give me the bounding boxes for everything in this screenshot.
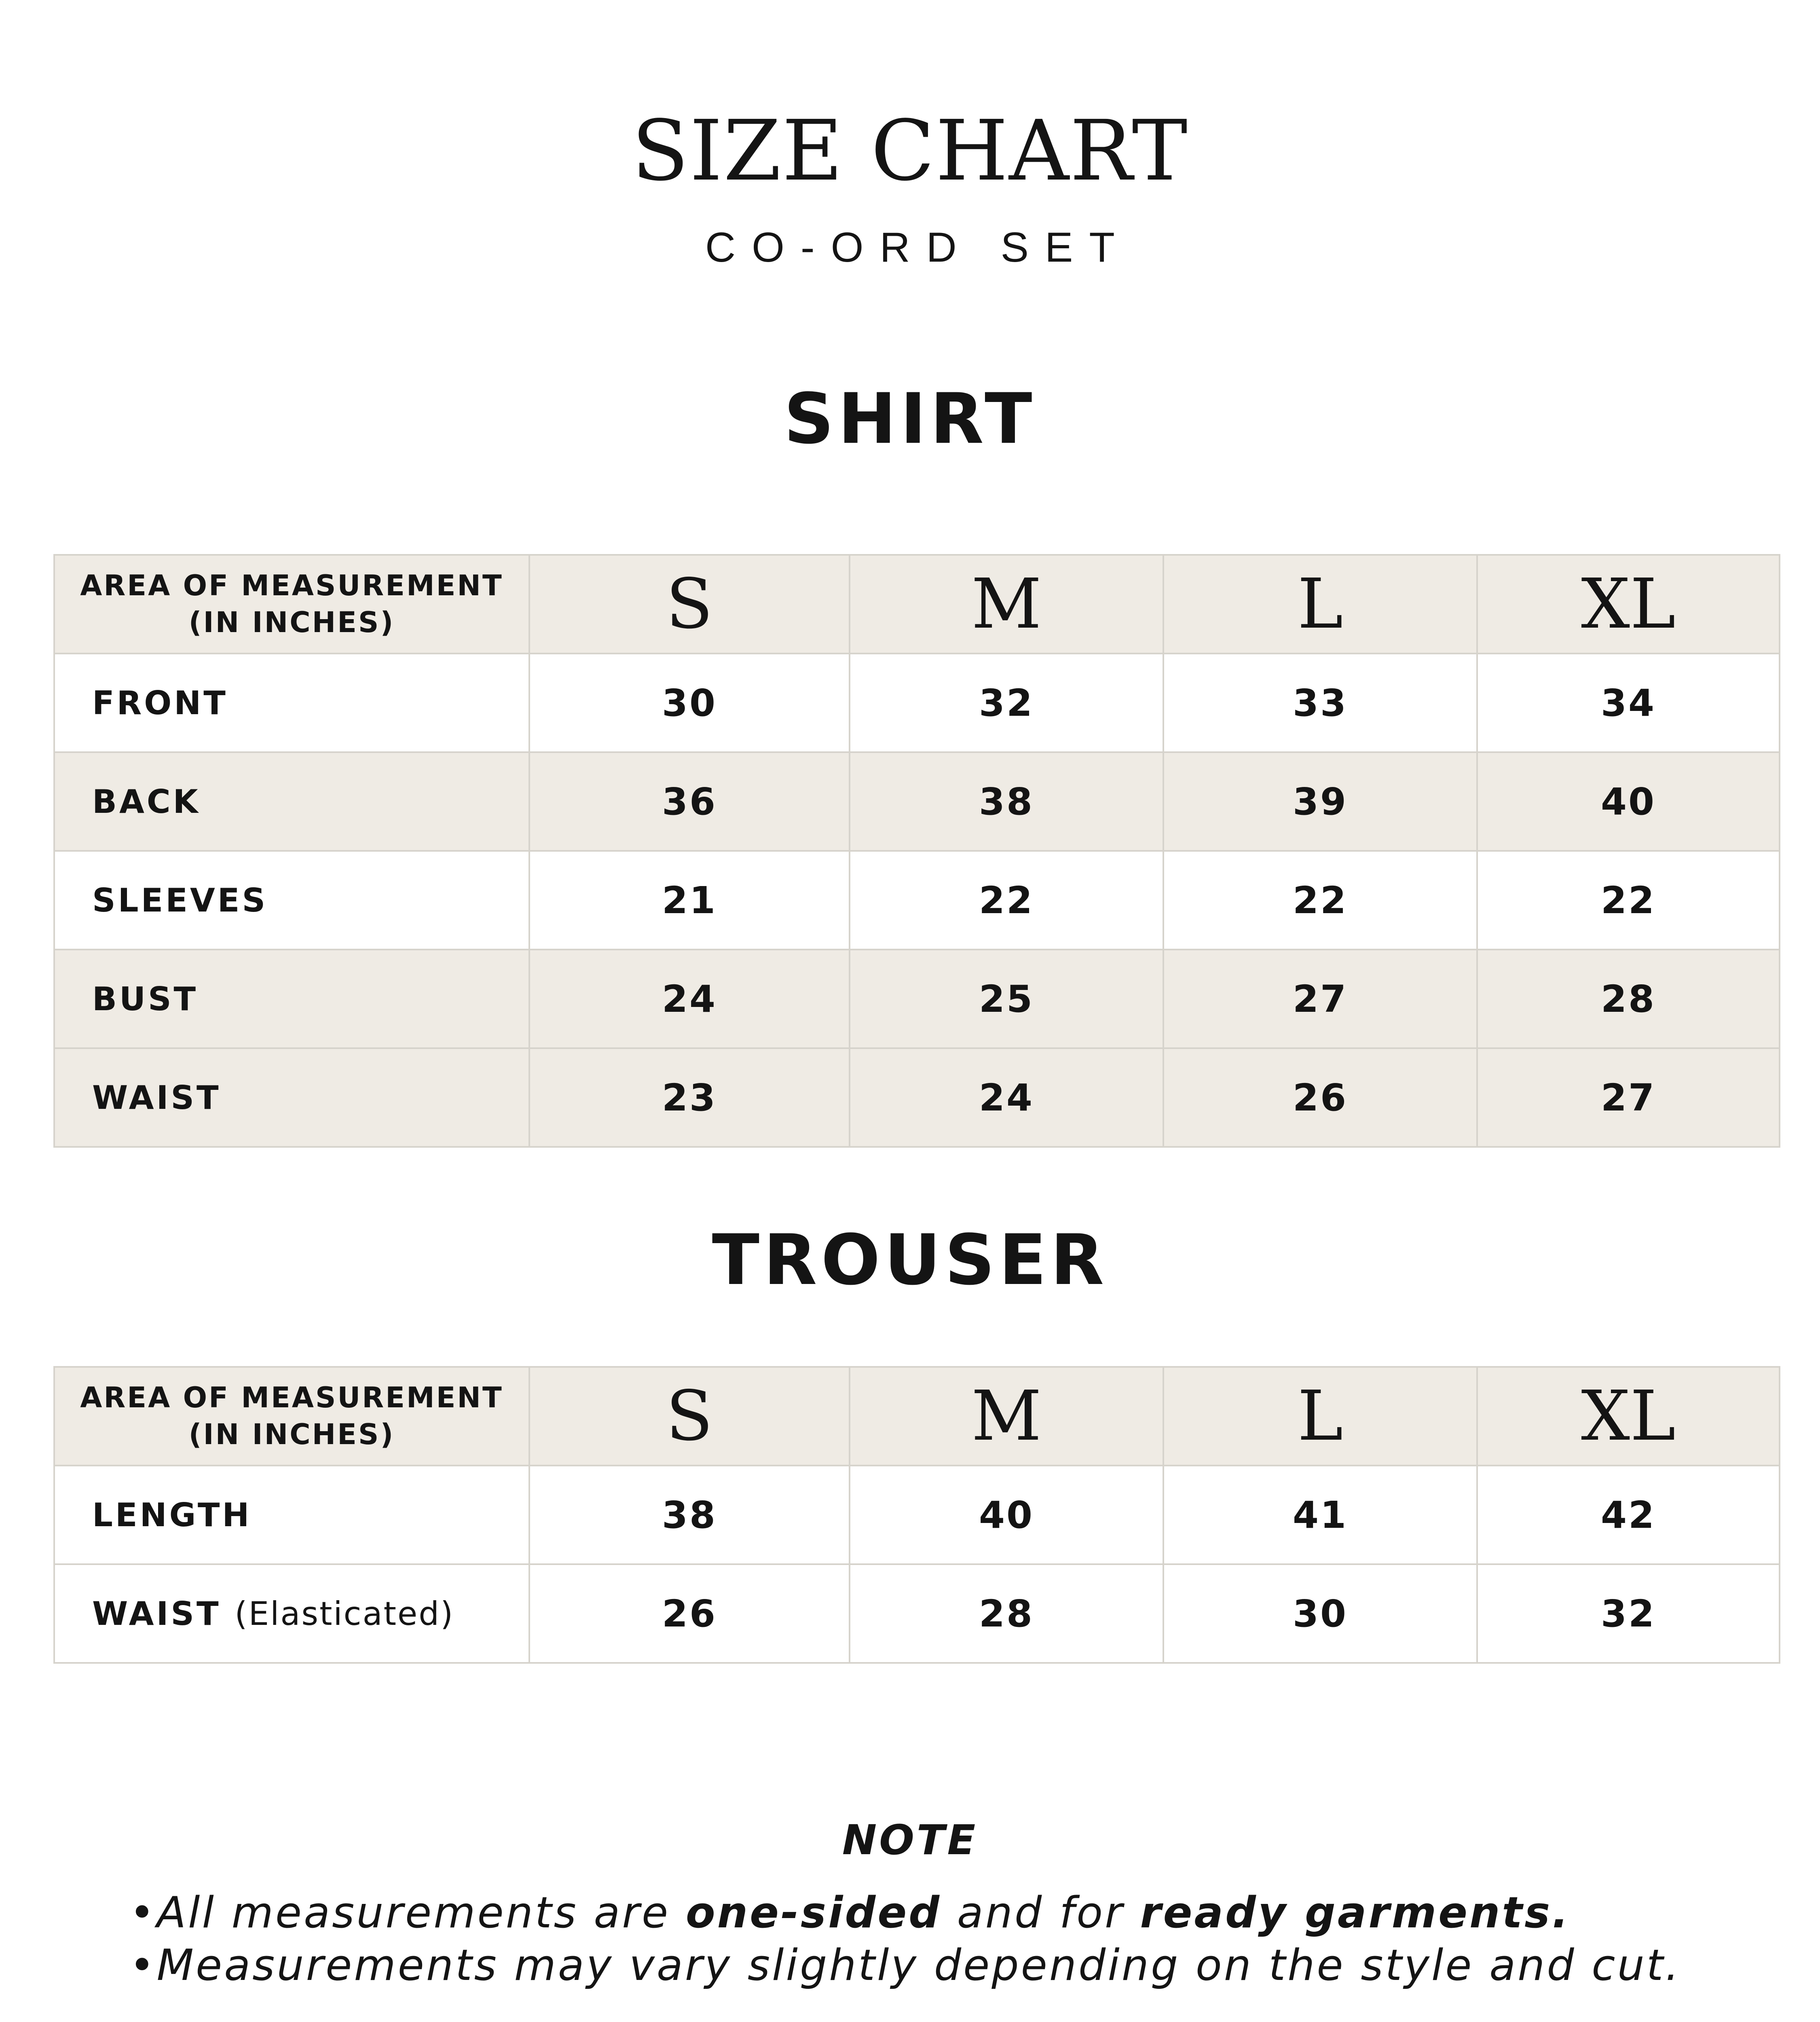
area-header-line2: (IN INCHES) bbox=[188, 606, 395, 639]
table-header-row bbox=[54, 1367, 1780, 1466]
row-label bbox=[54, 1466, 529, 1564]
note-text: Measurements may vary slightly depending on the style and cut. bbox=[156, 1940, 1681, 1990]
value-cell: 36 bbox=[529, 752, 850, 851]
value-cell: 22 bbox=[1477, 851, 1780, 950]
size-header-m: M bbox=[850, 555, 1163, 654]
value-cell: 40 bbox=[850, 1466, 1163, 1564]
size-header-xl: XL bbox=[1477, 1367, 1780, 1466]
page-subtitle: CO-ORD SET bbox=[705, 224, 1131, 271]
shirt-heading: SHIRT bbox=[784, 378, 1036, 459]
bullet: • bbox=[129, 1888, 157, 1937]
note-item bbox=[129, 1939, 1787, 1992]
row-label: WAIST bbox=[54, 1048, 529, 1147]
area-header-line1: AREA OF MEASUREMENT bbox=[80, 569, 503, 602]
table-row bbox=[54, 950, 1780, 1048]
table-row bbox=[54, 1466, 1780, 1564]
value-cell: 39 bbox=[1163, 752, 1477, 851]
row-label: SLEEVES bbox=[54, 851, 529, 950]
value-cell: 28 bbox=[1477, 950, 1780, 1048]
value-cell: 32 bbox=[850, 654, 1163, 752]
value-cell: 42 bbox=[1477, 1466, 1780, 1564]
note-title: NOTE bbox=[842, 1816, 978, 1864]
table-row bbox=[54, 654, 1780, 752]
value-cell: 26 bbox=[529, 1564, 850, 1663]
size-header-l: L bbox=[1163, 1367, 1477, 1466]
note-item bbox=[129, 1887, 1787, 1939]
note-list bbox=[129, 1887, 1787, 1992]
table-row bbox=[54, 851, 1780, 950]
table-row bbox=[54, 1048, 1780, 1147]
value-cell: 24 bbox=[850, 1048, 1163, 1147]
value-cell: 30 bbox=[1163, 1564, 1477, 1663]
shirt-size-table bbox=[53, 554, 1780, 1148]
table-row bbox=[54, 752, 1780, 851]
area-of-measurement-header bbox=[54, 1367, 529, 1466]
note-text: and for bbox=[941, 1888, 1140, 1937]
row-label: BACK bbox=[54, 752, 529, 851]
value-cell: 30 bbox=[529, 654, 850, 752]
row-label: BUST bbox=[54, 950, 529, 1048]
value-cell: 33 bbox=[1163, 654, 1477, 752]
area-header-line1: AREA OF MEASUREMENT bbox=[80, 1381, 503, 1414]
row-label bbox=[54, 1564, 529, 1663]
trouser-size-table bbox=[53, 1366, 1780, 1664]
size-header-s: S bbox=[529, 1367, 850, 1466]
value-cell: 23 bbox=[529, 1048, 850, 1147]
area-header-line2: (IN INCHES) bbox=[188, 1418, 395, 1451]
value-cell: 40 bbox=[1477, 752, 1780, 851]
value-cell: 24 bbox=[529, 950, 850, 1048]
value-cell: 32 bbox=[1477, 1564, 1780, 1663]
page-title: SIZE CHART bbox=[632, 102, 1188, 199]
value-cell: 22 bbox=[1163, 851, 1477, 950]
bullet: • bbox=[129, 1940, 157, 1990]
value-cell: 38 bbox=[850, 752, 1163, 851]
size-header-m: M bbox=[850, 1367, 1163, 1466]
note-text: All measurements are bbox=[156, 1888, 686, 1937]
size-header-l: L bbox=[1163, 555, 1477, 654]
trouser-heading: TROUSER bbox=[712, 1219, 1108, 1301]
value-cell: 28 bbox=[850, 1564, 1163, 1663]
value-cell: 27 bbox=[1163, 950, 1477, 1048]
area-of-measurement-header bbox=[54, 555, 529, 654]
row-label: FRONT bbox=[54, 654, 529, 752]
value-cell: 38 bbox=[529, 1466, 850, 1564]
value-cell: 34 bbox=[1477, 654, 1780, 752]
value-cell: 25 bbox=[850, 950, 1163, 1048]
value-cell: 27 bbox=[1477, 1048, 1780, 1147]
note-emphasis: one-sided bbox=[685, 1888, 942, 1937]
row-label-text: LENGTH bbox=[92, 1496, 252, 1534]
size-header-xl: XL bbox=[1477, 555, 1780, 654]
table-row bbox=[54, 1564, 1780, 1663]
size-header-s: S bbox=[529, 555, 850, 654]
table-header-row bbox=[54, 555, 1780, 654]
row-label-text: WAIST bbox=[92, 1595, 221, 1633]
value-cell: 26 bbox=[1163, 1048, 1477, 1147]
value-cell: 21 bbox=[529, 851, 850, 950]
value-cell: 22 bbox=[850, 851, 1163, 950]
value-cell: 41 bbox=[1163, 1466, 1477, 1564]
note-emphasis: ready garments. bbox=[1140, 1888, 1571, 1937]
row-label-suffix: (Elasticated) bbox=[235, 1595, 454, 1633]
